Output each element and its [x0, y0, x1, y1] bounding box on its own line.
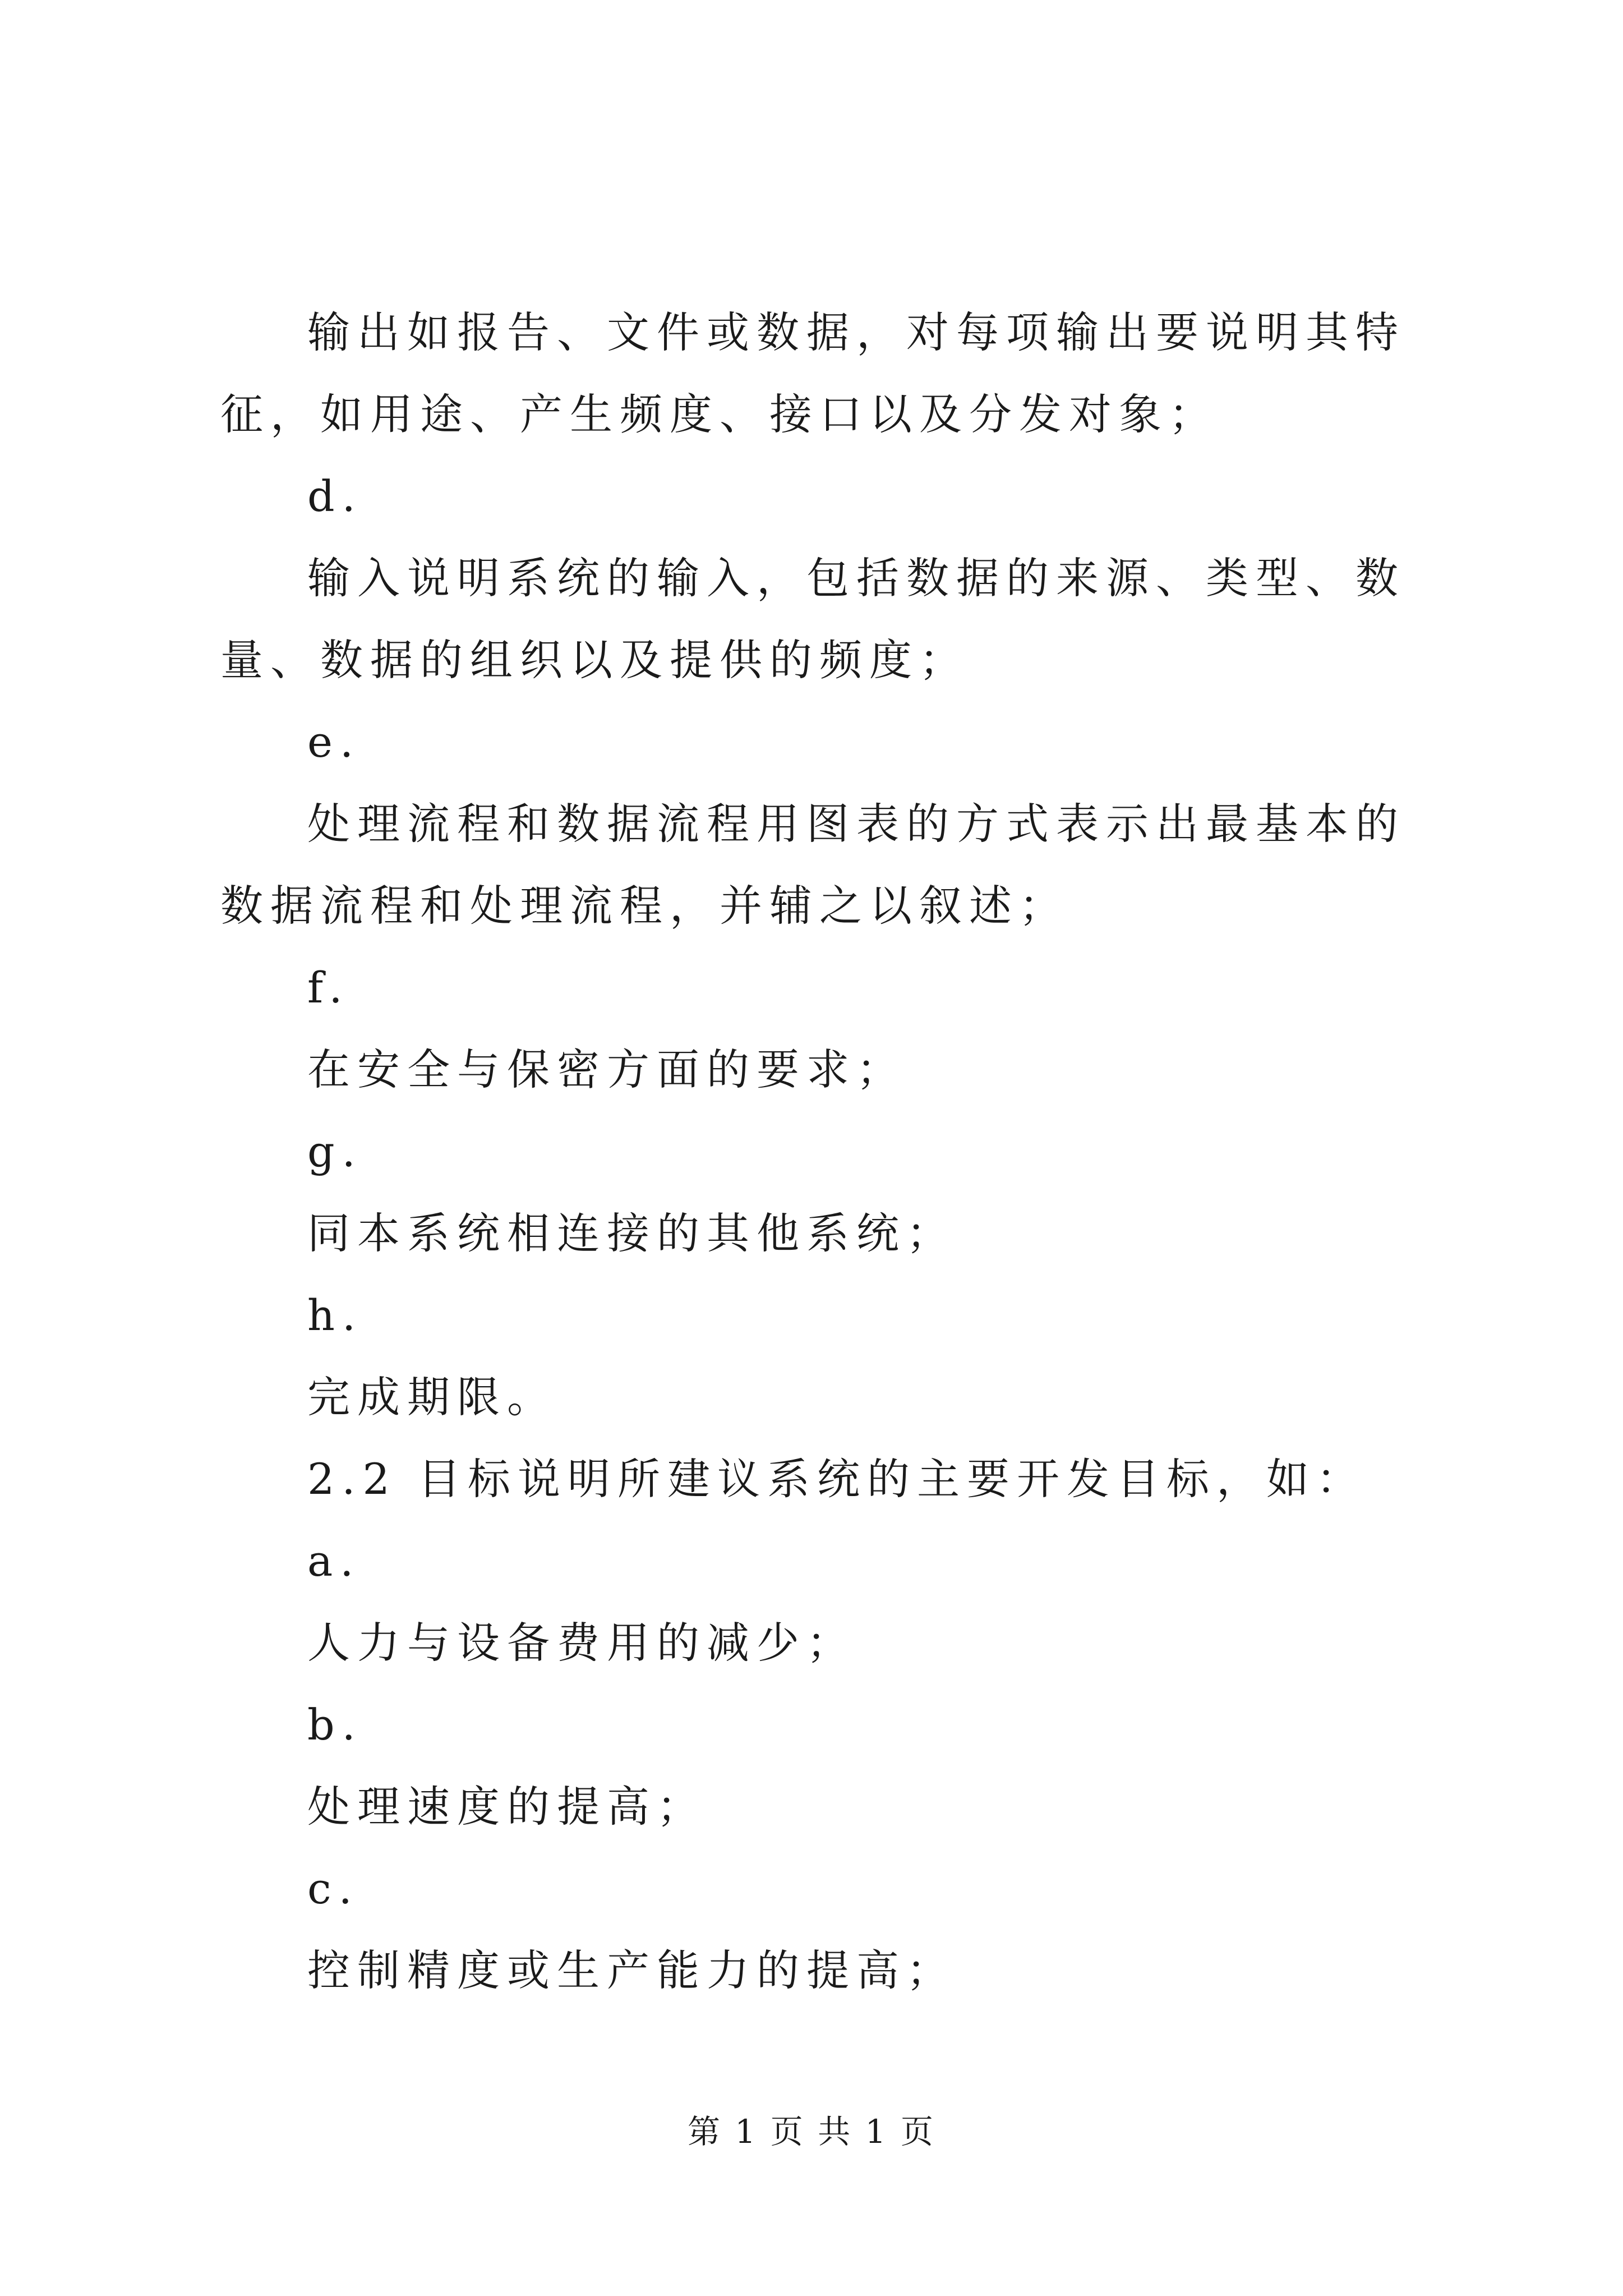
section-heading-goals: 2.2 目标说明所建议系统的主要开发目标，如：	[307, 1454, 1367, 1504]
page-footer: 第 1 页 共 1 页	[688, 2113, 935, 2151]
document-body	[220, 292, 1443, 2012]
paragraph-input-description: 输入说明系统的输入，包括数据的来源、类型、数量、数据的组织以及提供的频度；	[220, 553, 1405, 685]
list-marker-b: b.	[307, 1700, 363, 1750]
paragraph-security: 在安全与保密方面的要求；	[307, 1045, 906, 1094]
list-marker-d: d.	[307, 471, 363, 521]
paragraph-process-flow: 处理流程和数据流程用图表的方式表示出最基本的数据流程和处理流程，并辅之以叙述；	[220, 799, 1405, 931]
paragraph-deadline: 完成期限。	[307, 1372, 557, 1422]
paragraph-speed-improvement: 处理速度的提高；	[307, 1782, 707, 1832]
list-marker-f: f.	[307, 963, 350, 1013]
list-marker-g: g.	[307, 1126, 363, 1176]
paragraph-cost-reduction: 人力与设备费用的减少；	[307, 1618, 856, 1668]
list-marker-e: e.	[307, 717, 361, 767]
list-marker-h: h.	[307, 1290, 363, 1340]
list-marker-a: a.	[307, 1536, 361, 1586]
list-marker-c: c.	[307, 1864, 359, 1913]
paragraph-connected-systems: 同本系统相连接的其他系统；	[307, 1208, 956, 1258]
paragraph-output-description: 输出如报告、文件或数据，对每项输出要说明其特征，如用途、产生频度、接口以及分发对象；	[220, 307, 1405, 439]
paragraph-precision-improvement: 控制精度或生产能力的提高；	[307, 1945, 956, 1995]
